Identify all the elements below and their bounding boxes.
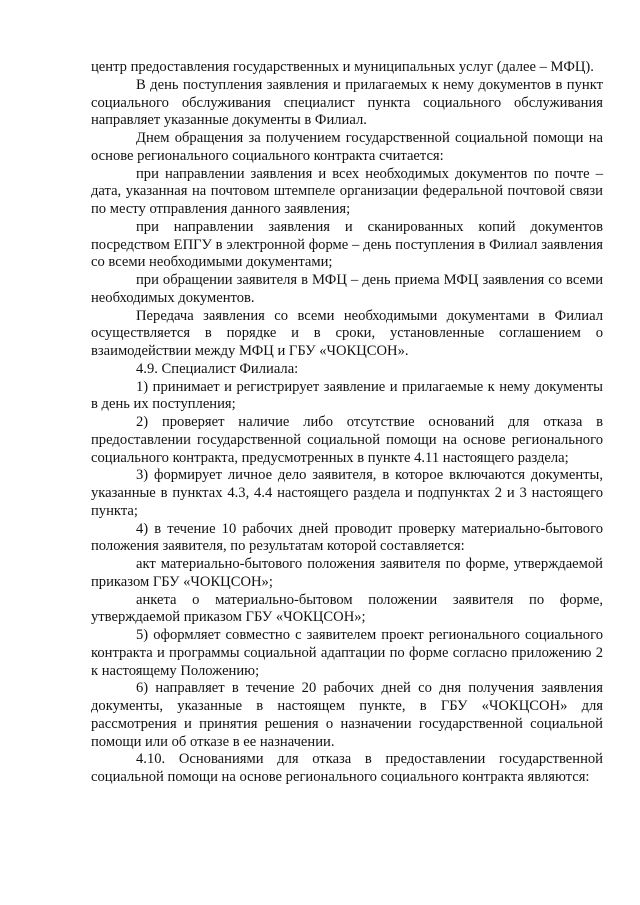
paragraph-transfer: Передача заявления со всеми необходимыми документами в Филиал осуществляется в порядке и в сроки, установленные соглашением о взаимодействии между МФЦ и ГБУ «ЧОКЦСОН». bbox=[91, 307, 603, 359]
paragraph-application-date: Днем обращения за получением государственной социальной помощи на основе регионального социального контракта считается: bbox=[91, 130, 603, 164]
list-item-3: 3) формирует личное дело заявителя, в которое включаются документы, указанные в пунктах 4.3, 4.4 настоящего раздела и подпунктах 2 и 3 настоящего пункта; bbox=[91, 467, 603, 519]
list-item-5-continuation: к настоящему Положению; bbox=[91, 662, 260, 679]
list-item-4-act: акт материально-бытового положения заявителя по форме, утверждаемой приказом ГБУ «ЧОКЦСОН»; bbox=[91, 556, 603, 590]
document-body bbox=[91, 59, 603, 787]
list-item-4-questionnaire: анкета о материально-бытовом положении заявителя по форме, утверждаемой приказом ГБУ «ЧОКЦСОН»; bbox=[91, 591, 603, 626]
paragraph-by-mail: при направлении заявления и всех необходимых документов по почте – дата, указанная на почтовом штемпеле организации федеральной почтовой связи по месту отправления данного заявления; bbox=[91, 165, 603, 217]
list-item-6: 6) направляет в течение 20 рабочих дней со дня получения заявления документы, указанные в настоящем пункте, в ГБУ «ЧОКЦСОН» для рассмотрения и принятия решения о назначении государственной социальной помощи или об отказе в ее назначении. bbox=[91, 680, 603, 750]
paragraph-via-mfc: при обращении заявителя в МФЦ – день приема МФЦ заявления со всеми необходимых документов. bbox=[91, 272, 603, 306]
list-item-5: 5) оформляет совместно с заявителем проект регионального социального контракта и программы социальной адаптации по форме согласно приложению 2 bbox=[91, 627, 603, 661]
section-heading-4-9: 4.9. Специалист Филиала: bbox=[136, 360, 299, 377]
list-item-4: 4) в течение 10 рабочих дней проводит проверку материально-бытового положения заявителя, по результатам которой составляется: bbox=[91, 520, 603, 555]
list-item-2: 2) проверяет наличие либо отсутствие оснований для отказа в предоставлении государственной социальной помощи на основе регионального социального контракта, предусмотренных в пункте 4.11 настоящего раздела; bbox=[91, 414, 603, 466]
paragraph-day-of-receipt: В день поступления заявления и прилагаемых к нему документов в пункт социального обслуживания специалист пункта социального обслуживания направляет указанные документы в Филиал. bbox=[91, 76, 603, 129]
paragraph-mfc-definition: центр предоставления государственных и муниципальных услуг (далее – МФЦ). bbox=[91, 59, 594, 75]
paragraph-via-epgu: при направлении заявления и сканированных копий документов посредством ЕПГУ в электронной форме – день поступления в Филиал заявления со всеми необходимыми документами; bbox=[91, 218, 603, 271]
section-heading-4-10: 4.10. Основаниями для отказа в предоставлении государственной социальной помощи на основе регионального социального контракта являются: bbox=[91, 751, 603, 785]
list-item-1: 1) принимает и регистрирует заявление и прилагаемые к нему документы в день их поступления; bbox=[91, 378, 603, 413]
